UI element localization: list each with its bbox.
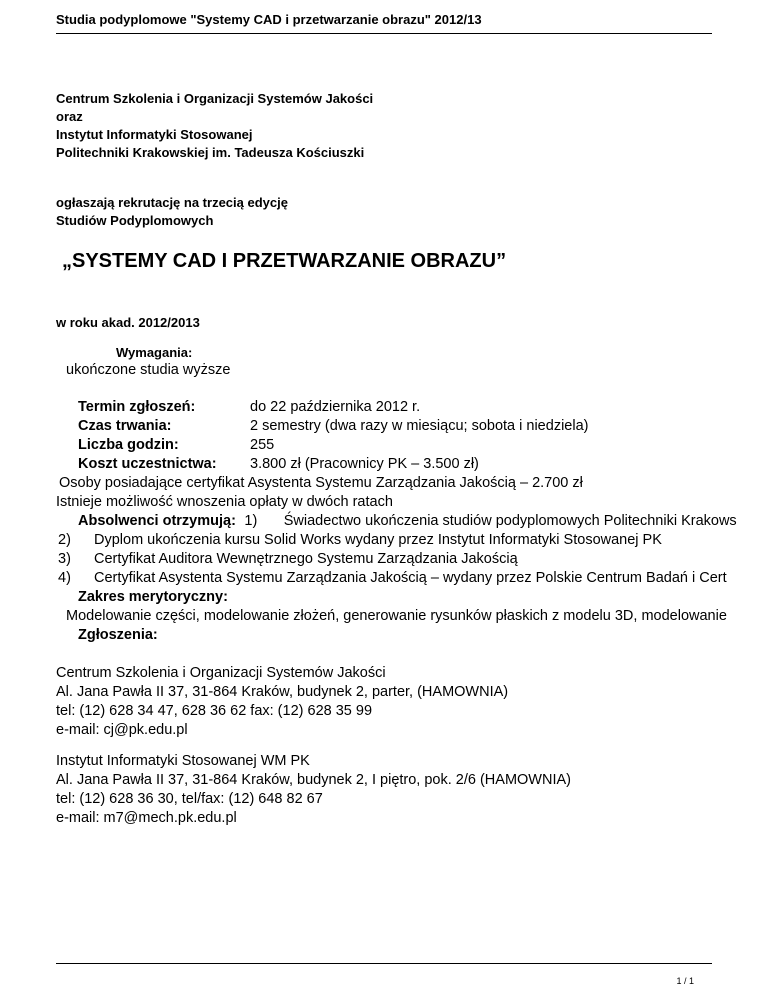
page-header-title: Studia podyplomowe "Systemy CAD i przetwarzanie obrazu" 2012/13 [56, 12, 482, 27]
detail-label-duration: Czas trwania: [78, 418, 172, 434]
graduates-item-text: Dyplom ukończenia kursu Solid Works wydany przez Instytut Informatyki Stosowanej PK [94, 532, 662, 548]
announce-line: ogłaszają rekrutację na trzecią edycję [56, 195, 288, 210]
announcement-block [56, 194, 288, 230]
requirements-value: ukończone studia wyższe [66, 362, 231, 378]
contact-line: Centrum Szkolenia i Organizacji Systemów Jakości [56, 665, 386, 681]
note-installments: Istnieje możliwość wnoszenia opłaty w dwóch ratach [56, 494, 393, 510]
org-line: Instytut Informatyki Stosowanej [56, 127, 253, 142]
graduates-item-number: 2) [58, 532, 71, 548]
contact-line: Instytut Informatyki Stosowanej WM PK [56, 753, 310, 769]
graduates-item-text: Świadectwo ukończenia studiów podyplomowych Politechniki Krakows [283, 513, 737, 529]
graduates-item-text: Certyfikat Auditora Wewnętrznego Systemu Zarządzania Jakością [94, 551, 518, 567]
contact-email: e-mail: cj@pk.edu.pl [56, 722, 188, 738]
contact-line: Al. Jana Pawła II 37, 31-864 Kraków, budynek 2, I piętro, pok. 2/6 (HAMOWNIA) [56, 772, 571, 788]
footer-rule [56, 963, 712, 964]
contact-line: Al. Jana Pawła II 37, 31-864 Kraków, budynek 2, parter, (HAMOWNIA) [56, 684, 509, 700]
contact-block-institute [56, 752, 571, 828]
academic-year: w roku akad. 2012/2013 [56, 315, 200, 330]
main-title: „SYSTEMY CAD I PRZETWARZANIE OBRAZU” [62, 250, 507, 272]
graduates-item-number: 4) [58, 570, 71, 586]
scope-text: Modelowanie części, modelowanie złożeń, generowanie rysunków płaskich z modelu 3D, modelowanie [66, 608, 727, 624]
detail-value-duration: 2 semestry (dwa razy w miesiącu; sobota i niedziela) [250, 418, 589, 434]
detail-label-deadline: Termin zgłoszeń: [78, 399, 196, 415]
detail-label-hours: Liczba godzin: [78, 437, 179, 453]
contact-block-center [56, 664, 508, 740]
graduates-item-number: 1) [244, 513, 258, 529]
org-line: Politechniki Krakowskiej im. Tadeusza Kościuszki [56, 145, 365, 160]
requirements-label: Wymagania: [116, 345, 193, 360]
detail-label-cost: Koszt uczestnictwa: [78, 456, 217, 472]
detail-value-hours: 255 [250, 437, 275, 453]
org-line: Centrum Szkolenia i Organizacji Systemów Jakości [56, 91, 374, 106]
org-line: oraz [56, 109, 83, 124]
graduates-label: Absolwenci otrzymują: [78, 513, 236, 529]
announce-line: Studiów Podyplomowych [56, 213, 214, 228]
header-rule [56, 33, 712, 34]
page-number: 1 / 1 [676, 976, 694, 986]
graduates-first-row [78, 512, 737, 531]
detail-value-deadline: do 22 października 2012 r. [250, 399, 421, 415]
organizers-block [56, 90, 373, 162]
contact-line: tel: (12) 628 34 47, 628 36 62 fax: (12) 628 35 99 [56, 703, 373, 719]
applications-label: Zgłoszenia: [78, 627, 158, 643]
detail-value-cost: 3.800 zł (Pracownicy PK – 3.500 zł) [250, 456, 479, 472]
graduates-item-text: Certyfikat Asystenta Systemu Zarządzania Jakością – wydany przez Polskie Centrum Badań i Cert [94, 570, 727, 586]
contact-email: e-mail: m7@mech.pk.edu.pl [56, 810, 237, 826]
scope-label: Zakres merytoryczny: [78, 589, 228, 605]
note-certificate-discount: Osoby posiadające certyfikat Asystenta Systemu Zarządzania Jakością – 2.700 zł [59, 475, 583, 491]
contact-line: tel: (12) 628 36 30, tel/fax: (12) 648 82 67 [56, 791, 323, 807]
graduates-item-number: 3) [58, 551, 71, 567]
